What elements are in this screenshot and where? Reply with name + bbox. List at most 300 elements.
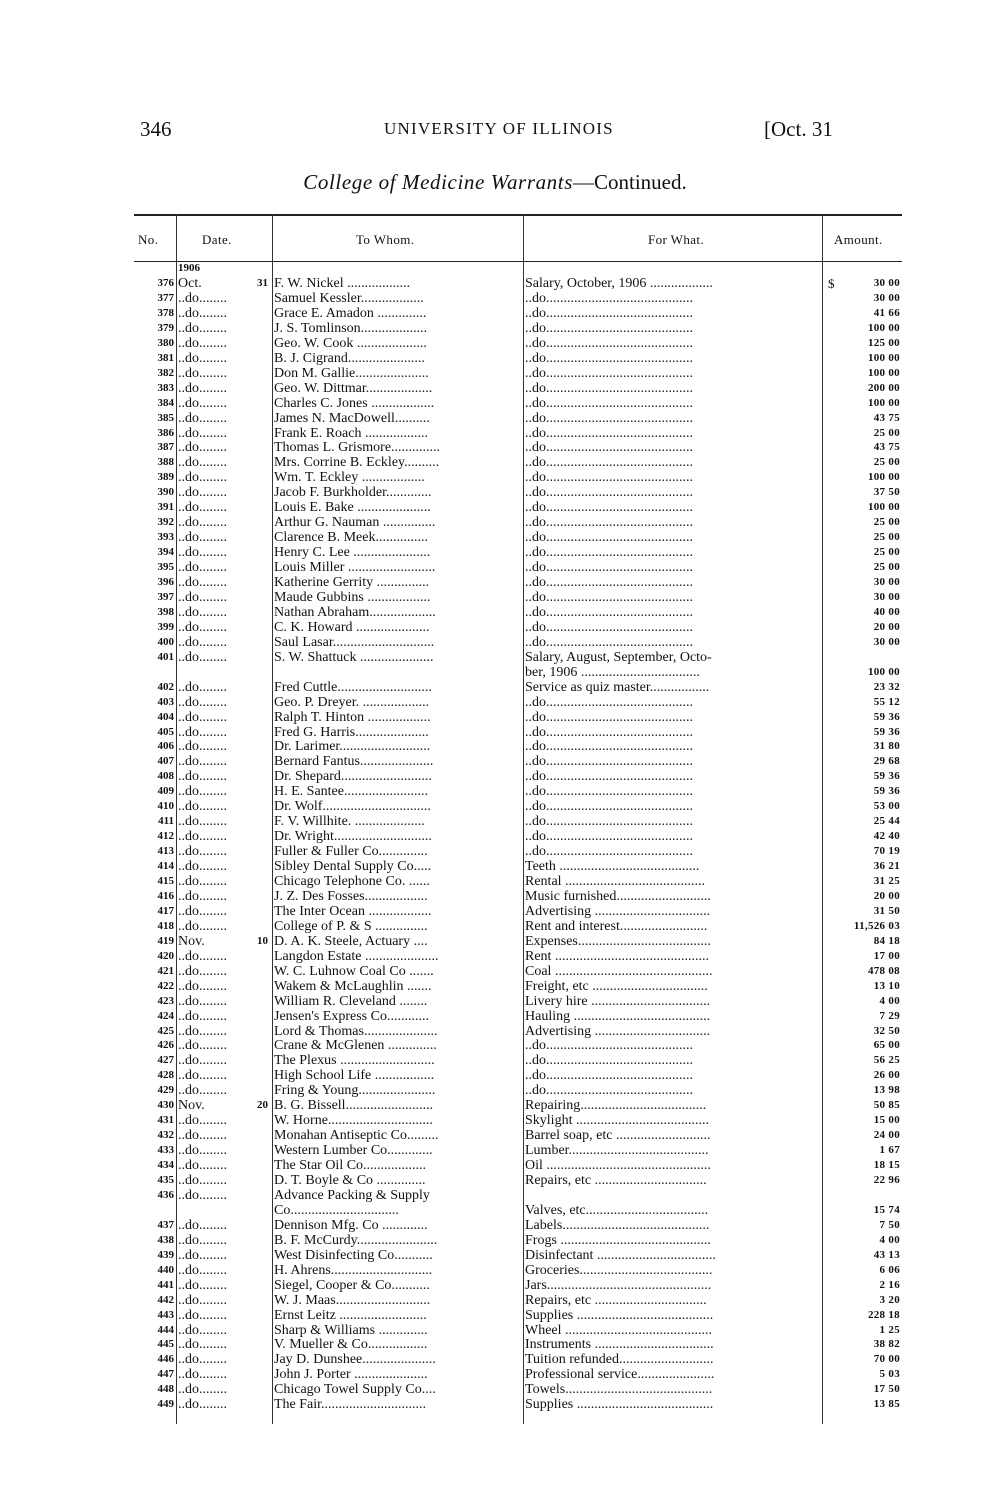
warrant-number: 396 [157, 576, 174, 588]
amount: 30 00 [873, 277, 900, 289]
amount: 43 75 [873, 411, 900, 424]
amount: 25 00 [873, 531, 900, 544]
amount: 15 00 [873, 1114, 900, 1127]
warrant-number: 394 [157, 546, 174, 559]
amount: 5 03 [879, 1368, 900, 1381]
warrant-date: Oct. [178, 276, 202, 291]
purpose: ..do.......................................... [525, 694, 693, 710]
warrant-date: ..do........ [178, 530, 227, 546]
warrant-number: 383 [157, 381, 174, 394]
purpose: ..do.......................................... [525, 814, 693, 830]
warrant-number: 410 [157, 800, 174, 813]
payee: Advance Packing & Supply [274, 1187, 430, 1203]
payee: F. V. Willhite. .................... [274, 814, 425, 830]
warrant-number: 406 [157, 740, 174, 753]
payee: High School Life ................. [274, 1068, 435, 1084]
amount: 4 00 [879, 1233, 900, 1246]
warrant-date: ..do........ [178, 769, 227, 785]
amount: 70 19 [873, 845, 900, 858]
table-row [134, 1143, 902, 1158]
warrant-day: 10 [257, 934, 268, 947]
table-row [134, 844, 902, 859]
table-row [134, 351, 902, 366]
warrant-date: ..do........ [178, 1382, 227, 1398]
purpose: Repairing.................................... [525, 1098, 707, 1114]
amount: 30 00 [873, 291, 900, 304]
amount: 59 36 [873, 725, 900, 738]
purpose: Advertising ................................. [525, 903, 711, 919]
amount: 7 29 [879, 1009, 900, 1022]
warrant-date: ..do........ [178, 1023, 227, 1039]
warrant-number: 398 [157, 605, 174, 618]
warrant-number: 386 [157, 426, 174, 439]
warrant-number: 380 [157, 336, 174, 349]
table-row [134, 1038, 902, 1053]
table-row [134, 1263, 902, 1278]
warrant-number: 404 [157, 710, 174, 723]
warrant-number: 419 [157, 934, 174, 947]
payee: The Fair.............................. [274, 1397, 427, 1413]
purpose: ..do.......................................... [525, 589, 693, 605]
warrant-number: 433 [157, 1144, 174, 1157]
amount: 200 00 [867, 381, 900, 394]
amount: 1 25 [879, 1323, 900, 1336]
payee: Clarence B. Meek............... [274, 530, 428, 546]
payee: Frank E. Roach .................. [274, 425, 428, 441]
warrant-number: 443 [157, 1308, 174, 1321]
warrant-date: ..do........ [178, 978, 227, 994]
amount: 26 00 [873, 1069, 900, 1082]
purpose: Hauling ....................................... [525, 1008, 711, 1024]
table-row [134, 1068, 902, 1083]
table-row [134, 754, 902, 769]
payee: Mrs. Corrine B. Eckley.......... [274, 455, 440, 471]
amount: 24 00 [873, 1129, 900, 1142]
amount: 478 08 [867, 964, 900, 977]
amount: 22 96 [873, 1174, 900, 1186]
payee: Chicago Towel Supply Co.... [274, 1382, 436, 1398]
warrant-day: 20 [257, 1099, 268, 1112]
payee: Saul Lasar............................. [274, 634, 435, 650]
purpose: ..do.......................................... [525, 575, 693, 590]
warrant-number: 388 [157, 456, 174, 469]
purpose: Labels.......................................... [525, 1217, 710, 1233]
table-row [134, 276, 902, 291]
amount: 56 25 [873, 1054, 900, 1067]
table-row [134, 964, 902, 979]
warrant-number: 415 [157, 875, 174, 887]
payee: The Inter Ocean .................. [274, 903, 432, 919]
warrant-number: 429 [157, 1084, 174, 1097]
payee: B. F. McCurdy....................... [274, 1232, 438, 1248]
warrant-number: 448 [157, 1383, 174, 1396]
purpose: ber, 1906 .................................. [525, 664, 700, 680]
amount: 13 98 [873, 1084, 900, 1097]
amount: 32 50 [873, 1024, 900, 1037]
table-row [134, 680, 902, 695]
payee: B. G. Bissell......................... [274, 1098, 434, 1114]
payee: Ralph T. Hinton .................. [274, 709, 431, 725]
warrant-date: ..do........ [178, 799, 227, 815]
warrant-number: 397 [157, 590, 174, 603]
purpose: Freight, etc ................................. [525, 978, 708, 994]
purpose: ..do.......................................... [525, 290, 693, 306]
payee: Fring & Young...................... [274, 1083, 436, 1099]
table-row [134, 695, 902, 710]
amount: 100 00 [867, 396, 900, 409]
amount: 43 13 [873, 1248, 900, 1261]
warrant-number: 405 [157, 725, 174, 738]
warrant-date: ..do........ [178, 963, 227, 979]
table-row [134, 979, 902, 994]
warrant-date: ..do........ [178, 515, 227, 531]
purpose: Teeth ........................................ [525, 859, 700, 875]
warrant-number: 423 [157, 994, 174, 1007]
table-row [134, 1352, 902, 1367]
warrant-date: ..do........ [178, 1277, 227, 1293]
amount: 36 21 [873, 860, 900, 873]
payee: Dr. Larimer.......................... [274, 739, 431, 755]
warrant-date: ..do........ [178, 754, 227, 770]
warrant-number: 378 [157, 306, 174, 319]
warrant-number: 449 [157, 1398, 174, 1411]
table-row [134, 306, 902, 321]
warrant-date: ..do........ [178, 440, 227, 456]
purpose: Rent ............................................ [525, 948, 709, 964]
warrants-table [134, 214, 902, 1424]
payee: B. J. Cigrand...................... [274, 350, 425, 366]
table-row [134, 500, 902, 515]
warrant-date: ..do........ [178, 709, 227, 725]
warrant-date: ..do........ [178, 844, 227, 860]
warrant-date: ..do........ [178, 918, 227, 934]
payee: William R. Cleveland ........ [274, 993, 428, 1009]
warrant-date: ..do........ [178, 604, 227, 620]
table-row [134, 366, 902, 381]
warrant-number: 393 [157, 531, 174, 544]
warrant-date: ..do........ [178, 619, 227, 635]
warrant-date: ..do........ [178, 395, 227, 411]
warrant-date: ..do........ [178, 1307, 227, 1323]
warrant-date: ..do........ [178, 1352, 227, 1368]
purpose: ..do.......................................... [525, 440, 693, 456]
warrant-date: ..do........ [178, 679, 227, 695]
table-row [134, 1024, 902, 1039]
purpose: ..do.......................................... [525, 395, 693, 411]
warrant-date: ..do........ [178, 724, 227, 740]
purpose: Advertising ................................. [525, 1023, 711, 1039]
warrant-number: 412 [157, 830, 174, 843]
warrant-number: 395 [157, 561, 174, 574]
table-row [134, 799, 902, 814]
warrant-number: 427 [157, 1054, 174, 1067]
payee: The Star Oil Co.................. [274, 1158, 427, 1174]
purpose: ..do.......................................... [525, 320, 693, 336]
amount: 4 00 [879, 994, 900, 1007]
warrant-number: 392 [157, 516, 174, 529]
table-row [134, 949, 902, 964]
purpose: ..do.......................................... [525, 784, 693, 800]
payee: C. K. Howard ..................... [274, 619, 430, 635]
warrant-date: ..do........ [178, 784, 227, 800]
purpose: ..do.......................................... [525, 470, 693, 486]
payee: Langdon Estate ..................... [274, 948, 439, 964]
warrant-number: 376 [157, 277, 174, 289]
table-row [134, 784, 902, 799]
payee: Maude Gubbins .................. [274, 589, 431, 605]
payee: Chicago Telephone Co. ...... [274, 874, 430, 889]
payee: Dr. Shepard.......................... [274, 769, 432, 785]
payee: Siegel, Cooper & Co........... [274, 1277, 430, 1293]
warrant-number: 425 [157, 1024, 174, 1037]
purpose: Frogs ........................................... [525, 1232, 711, 1248]
amount: 3 20 [879, 1293, 900, 1306]
warrant-date: ..do........ [178, 1397, 227, 1413]
warrant-number: 438 [157, 1233, 174, 1246]
table-row [134, 530, 902, 545]
table-header-rule [134, 261, 902, 262]
table-row [134, 1083, 902, 1098]
warrant-number: 407 [157, 755, 174, 768]
purpose: ..do.......................................... [525, 724, 693, 740]
warrant-date: ..do........ [178, 739, 227, 755]
table-row [134, 994, 902, 1009]
warrant-date: ..do........ [178, 874, 227, 889]
table-row [134, 620, 902, 635]
table-row [134, 605, 902, 620]
warrant-number: 384 [157, 396, 174, 409]
table-row [134, 1323, 902, 1338]
payee: James N. MacDowell.......... [274, 410, 430, 426]
amount: 59 36 [873, 710, 900, 723]
payee: Don M. Gallie..................... [274, 365, 429, 381]
payee: Katherine Gerrity ............... [274, 575, 430, 590]
purpose: ..do.......................................... [525, 829, 693, 845]
table-row [134, 515, 902, 530]
warrant-date: ..do........ [178, 1143, 227, 1159]
amount: 100 00 [867, 321, 900, 334]
table-row [134, 1382, 902, 1397]
warrant-date: ..do........ [178, 1292, 227, 1308]
amount: 25 44 [873, 815, 900, 828]
column-header-amount: Amount. [834, 232, 883, 247]
table-row [134, 919, 902, 934]
warrant-number: 387 [157, 441, 174, 454]
amount: 50 85 [873, 1099, 900, 1112]
warrant-date: ..do........ [178, 888, 227, 904]
purpose: ..do.......................................... [525, 619, 693, 635]
purpose: Supplies ....................................... [525, 1307, 714, 1323]
payee: Wm. T. Eckley .................. [274, 470, 425, 486]
warrant-date: ..do........ [178, 1158, 227, 1174]
payee: H. Ahrens............................. [274, 1262, 433, 1278]
warrant-number: 382 [157, 366, 174, 379]
purpose: Wheel .......................................... [525, 1322, 713, 1338]
warrant-date: ..do........ [178, 1128, 227, 1144]
table-row [134, 381, 902, 396]
warrant-date: ..do........ [178, 1053, 227, 1069]
amount: 13 10 [873, 979, 900, 992]
payee: The Plexus ........................... [274, 1053, 435, 1069]
warrant-day: 31 [257, 277, 268, 289]
warrant-number: 401 [157, 650, 174, 663]
warrant-number: 411 [158, 815, 174, 828]
purpose: Tuition refunded........................... [525, 1352, 714, 1368]
amount: 6 06 [879, 1263, 900, 1276]
warrant-date: ..do........ [178, 425, 227, 441]
payee: Co............................... [274, 1202, 399, 1218]
payee: Nathan Abraham................... [274, 604, 436, 620]
amount: 29 68 [873, 755, 900, 768]
warrant-number: 431 [157, 1114, 174, 1127]
amount: 59 36 [873, 770, 900, 783]
warrant-number: 417 [157, 904, 174, 917]
payee: D. T. Boyle & Co .............. [274, 1173, 426, 1188]
purpose: ..do.......................................... [525, 799, 693, 815]
warrant-number: 439 [157, 1248, 174, 1261]
purpose: Salary, October, 1906 .................. [525, 276, 713, 291]
warrant-number: 377 [157, 291, 174, 304]
warrant-number: 413 [157, 845, 174, 858]
amount: 25 00 [873, 516, 900, 529]
warrant-number: 402 [157, 680, 174, 693]
warrant-date: ..do........ [178, 500, 227, 516]
amount: 70 00 [873, 1353, 900, 1366]
subtitle-rest: —Continued. [573, 170, 687, 194]
warrant-date: ..do........ [178, 470, 227, 486]
purpose: Jars............................................... [525, 1277, 712, 1293]
purpose: Instruments .................................. [525, 1337, 714, 1353]
table-row [134, 665, 902, 680]
table-row [134, 1053, 902, 1068]
amount: 7 50 [879, 1218, 900, 1231]
warrant-date: ..do........ [178, 589, 227, 605]
payee: J. S. Tomlinson................... [274, 320, 428, 336]
purpose: Professional service...................... [525, 1367, 715, 1383]
amount: 100 00 [867, 501, 900, 514]
warrant-number: 389 [157, 471, 174, 484]
purpose: ..do.......................................... [525, 739, 693, 755]
amount: 25 00 [873, 546, 900, 559]
amount: 40 00 [873, 605, 900, 618]
purpose: Rental ........................................ [525, 874, 706, 889]
warrant-date: ..do........ [178, 1367, 227, 1383]
table-top-rule [134, 214, 902, 216]
warrant-number: 403 [157, 695, 174, 708]
warrant-number: 436 [157, 1188, 174, 1201]
table-row [134, 1009, 902, 1024]
amount: 17 00 [873, 949, 900, 962]
purpose: ..do.......................................... [525, 709, 693, 725]
warrant-date: ..do........ [178, 575, 227, 590]
table-row [134, 814, 902, 829]
warrant-date: ..do........ [178, 1187, 227, 1203]
payee: Fred G. Harris..................... [274, 724, 429, 740]
warrant-date: ..do........ [178, 410, 227, 426]
amount: 41 66 [873, 306, 900, 319]
table-row [134, 560, 902, 575]
amount: 59 36 [873, 785, 900, 798]
amount: 100 00 [867, 351, 900, 364]
purpose: ..do.......................................... [525, 545, 693, 561]
amount: 100 00 [867, 665, 900, 678]
warrant-number: 416 [157, 889, 174, 902]
purpose: ..do.......................................... [525, 425, 693, 441]
payee: Arthur G. Nauman ............... [274, 515, 436, 531]
payee: Samuel Kessler.................. [274, 290, 424, 306]
purpose: ..do.......................................... [525, 634, 693, 650]
amount: 84 18 [873, 934, 900, 947]
purpose: ..do.......................................... [525, 305, 693, 321]
warrant-date: ..do........ [178, 649, 227, 665]
purpose: Expenses...................................... [525, 933, 711, 949]
table-row [134, 635, 902, 650]
warrant-number: 381 [157, 351, 174, 364]
warrant-date: ..do........ [178, 903, 227, 919]
column-header-whom: To Whom. [356, 232, 415, 247]
payee: Crane & McGlenen .............. [274, 1038, 437, 1054]
purpose: ..do.......................................... [525, 350, 693, 366]
running-title: UNIVERSITY OF ILLINOIS [384, 119, 614, 138]
purpose: ..do.......................................... [525, 365, 693, 381]
warrant-date: ..do........ [178, 1232, 227, 1248]
table-row [134, 1113, 902, 1128]
payee: Thomas L. Grismore.............. [274, 440, 441, 456]
amount: 125 00 [867, 336, 900, 349]
warrant-date: ..do........ [178, 1337, 227, 1353]
warrant-date: ..do........ [178, 320, 227, 336]
purpose: ..do.......................................... [525, 1068, 693, 1084]
amount: 43 75 [873, 441, 900, 454]
warrant-number: 414 [157, 860, 174, 873]
payee: Sharp & Williams .............. [274, 1322, 428, 1338]
payee: H. E. Santee........................ [274, 784, 428, 800]
amount: 18 15 [873, 1159, 900, 1172]
warrant-number: 409 [157, 785, 174, 798]
amount: 2 16 [879, 1278, 900, 1291]
table-row [134, 1397, 902, 1412]
warrant-number: 430 [157, 1099, 174, 1112]
table-row [134, 934, 902, 949]
warrant-number: 420 [157, 949, 174, 962]
purpose: Coal ............................................. [525, 963, 713, 979]
payee: D. A. K. Steele, Actuary .... [274, 933, 428, 949]
payee: Fred Cuttle........................... [274, 679, 432, 695]
payee: Charles C. Jones .................. [274, 395, 435, 411]
purpose: ..do.......................................... [525, 1083, 693, 1099]
payee: Bernard Fantus..................... [274, 754, 434, 770]
table-row [134, 1233, 902, 1248]
table-row [134, 769, 902, 784]
purpose: Lumber........................................ [525, 1143, 709, 1159]
payee: John J. Porter ..................... [274, 1367, 428, 1383]
payee: Dr. Wright............................ [274, 829, 432, 845]
amount: 11,526 03 [853, 919, 900, 932]
warrant-date: ..do........ [178, 380, 227, 396]
table-row [134, 859, 902, 874]
warrant-number: 434 [157, 1159, 174, 1172]
table-row [134, 1248, 902, 1263]
table-row [134, 470, 902, 485]
warrant-number: 432 [157, 1129, 174, 1142]
table-row [134, 1188, 902, 1203]
purpose: Supplies ....................................... [525, 1397, 714, 1413]
table-row [134, 455, 902, 470]
amount: 53 00 [873, 800, 900, 813]
warrant-date: Nov. [178, 933, 205, 949]
amount: 42 40 [873, 830, 900, 843]
warrant-number: 437 [157, 1218, 174, 1231]
